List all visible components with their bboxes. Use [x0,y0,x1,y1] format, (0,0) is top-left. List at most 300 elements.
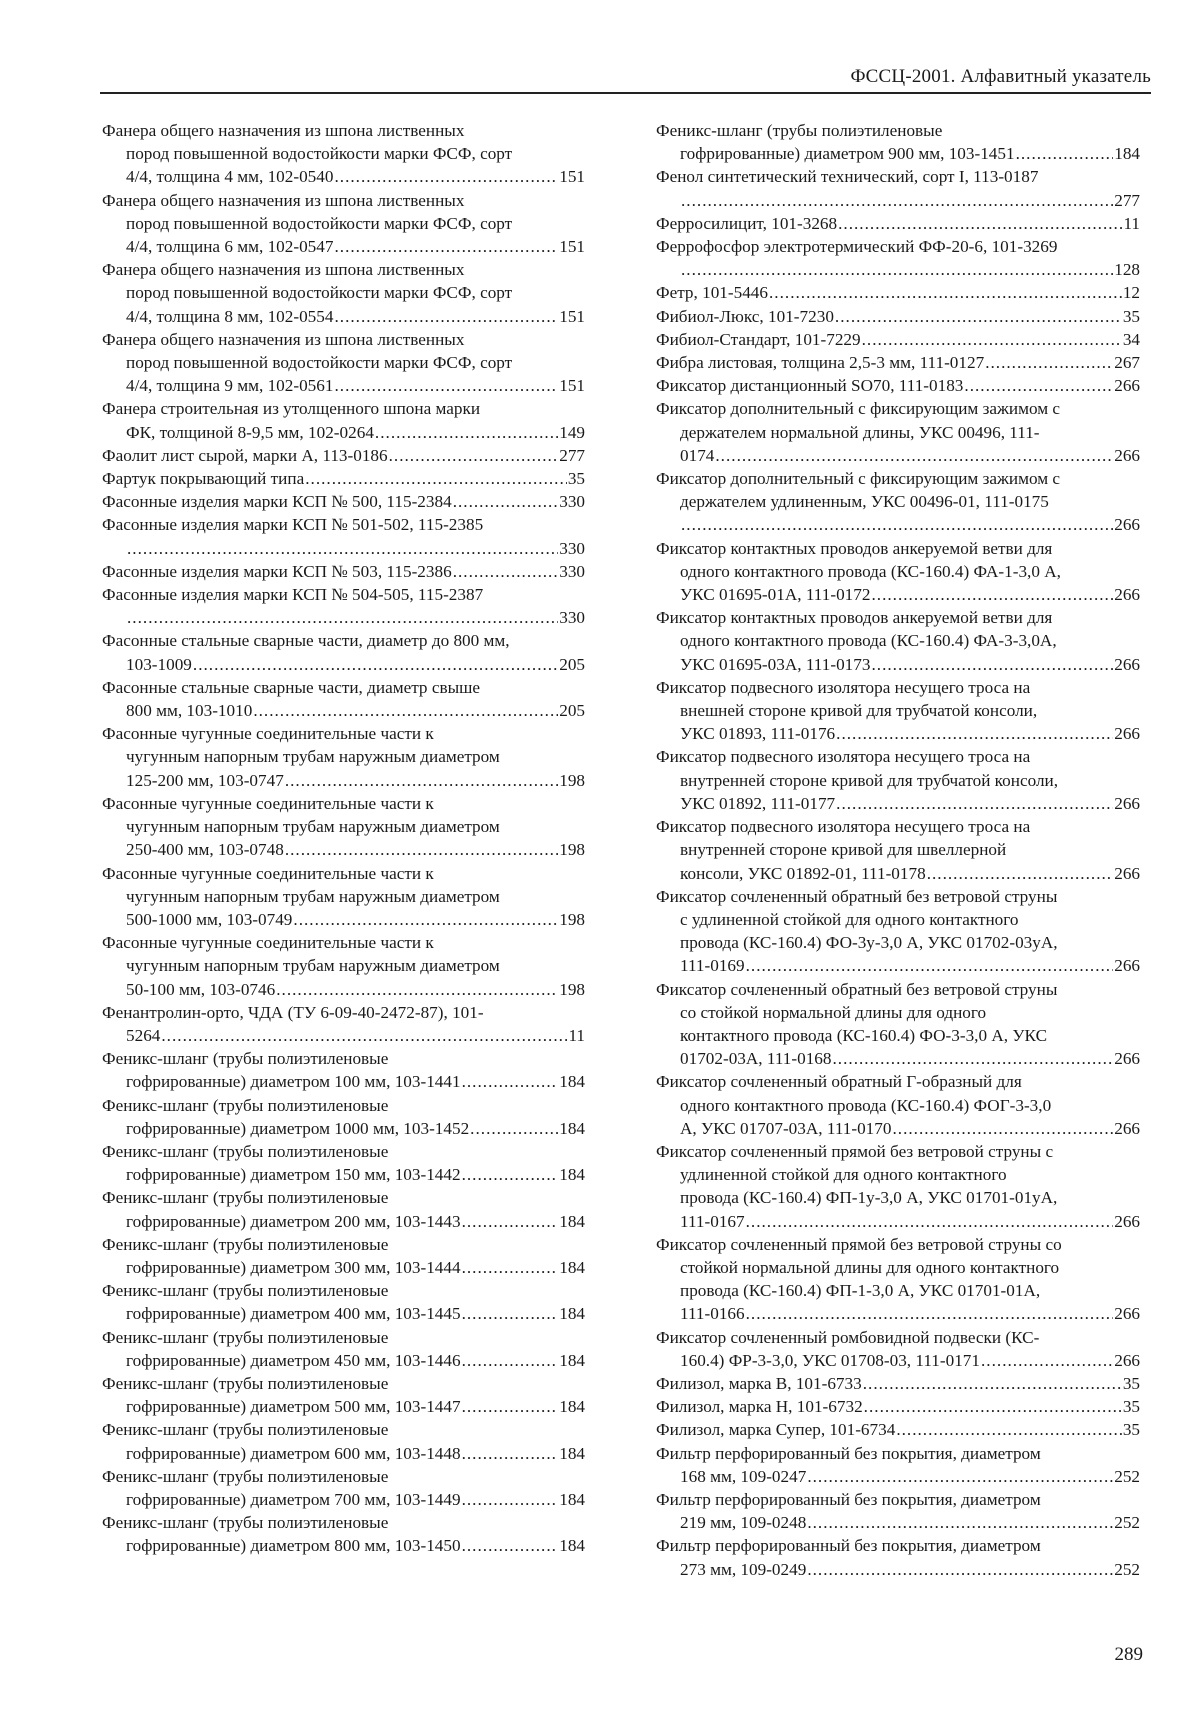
index-entry [656,815,1140,885]
entry-line [656,189,1140,212]
entry-text: Фиксатор дополнительный с фиксирующим зажимом с [656,399,1061,419]
dot-leader [681,513,1113,536]
entry-page-number: 184 [559,1536,585,1556]
entry-page-number: 205 [559,654,585,674]
entry-page-number: 266 [1114,445,1140,465]
entry-text: Феникс-шланг (трубы полиэтиленовые [656,121,943,140]
dot-leader [276,978,558,1001]
entry-line [102,1395,585,1418]
dot-leader [334,374,558,397]
entry-page-number: 35 [1122,306,1140,326]
entry-line [102,1302,585,1325]
dot-leader [746,1302,1114,1325]
entry-line [656,328,1140,351]
entry-page-number: 151 [559,237,585,257]
dot-leader [470,1117,558,1140]
entry-text: гофрированные) диаметром 100 мм, 103-1441 [126,1072,461,1092]
entry-line [656,954,1140,977]
dot-leader [285,769,558,792]
entry-text: Фасонные чугунные соединительные части к [102,793,434,813]
entry-page-number: 266 [1114,1350,1140,1370]
index-entry [656,119,1140,165]
entry-text: пород повышенной водостойкости марки ФСФ, сорт [126,213,513,233]
entry-text: 50-100 мм, 103-0746 [126,979,276,999]
dot-leader [462,1442,559,1465]
entry-page-number: 184 [559,1072,585,1092]
entry-text: Фанера общего назначения из шпона лиственных [102,260,465,280]
entry-line [102,1117,585,1140]
entry-page-number: 266 [1114,654,1140,674]
entry-line [656,1372,1140,1395]
entry-page-number: 330 [559,538,585,558]
index-entry [656,305,1140,328]
entry-line [656,653,1140,676]
entry-text: Фиксатор сочлененный обратный Г-образный для [656,1072,1022,1092]
dot-leader [1016,142,1114,165]
entry-text: гофрированные) диаметром 600 мм, 103-1448 [126,1443,461,1463]
dot-leader [871,583,1113,606]
entry-text: Феррофосфор электротермический ФФ-20-6, 101-3269 [656,237,1058,257]
entry-page-number: 266 [1114,1304,1140,1324]
entry-text: контактного провода (КС-160.4) ФО-3-3,0 А, УКС [680,1025,1048,1045]
entry-text: стойкой нормальной длины для одного контактного [680,1257,1060,1277]
entry-text: Фиксатор сочлененный обратный без ветровой струны [656,886,1058,906]
dot-leader [746,1210,1114,1233]
entry-line [102,305,585,328]
entry-text: 0174 [680,445,715,465]
entry-line [656,862,1140,885]
entry-page-number: 266 [1114,863,1140,883]
entry-page-number: 184 [559,1257,585,1277]
entry-text: УКС 01893, 111-0176 [680,724,836,744]
entry-line [656,1395,1140,1418]
entry-text: 4/4, толщина 6 мм, 102-0547 [126,237,334,257]
dot-leader [375,421,558,444]
entry-text: одного контактного провода (КС-160.4) ФА-3-3,0А, [680,631,1057,651]
dot-leader [807,1558,1113,1581]
entry-text: Ферросилицит, 101-3268 [656,213,838,233]
dot-leader [836,722,1113,745]
entry-text: Феникс-шланг (трубы полиэтиленовые [102,1373,389,1393]
entry-line [656,1047,1140,1070]
entry-page-number: 151 [559,376,585,396]
index-entry [656,212,1140,235]
dot-leader [769,281,1122,304]
entry-text: 800 мм, 103-1010 [126,701,253,721]
entry-line [656,1302,1140,1325]
entry-text: 111-0167 [680,1211,745,1231]
entry-text: Фиксатор сочлененный ромбовидной подвески (КС- [656,1327,1040,1347]
entry-text: Фетр, 101-5446 [656,283,768,303]
index-entry [656,606,1140,676]
entry-text: консоли, УКС 01892-01, 111-0178 [680,863,926,883]
index-entry [102,1465,585,1511]
entry-page-number: 184 [559,1118,585,1138]
entry-page-number: 198 [559,979,585,999]
entry-page-number: 330 [559,561,585,581]
entry-text: 103-1009 [126,654,192,674]
entry-text: провода (КС-160.4) ФО-3у-3,0 А, УКС 01702-03уА, [680,933,1058,953]
entry-text: удлиненной стойкой для одного контактного [680,1165,1007,1185]
index-entry [102,1326,585,1372]
index-entry [102,1511,585,1557]
index-entry [102,1418,585,1464]
entry-page-number: 11 [1123,213,1140,233]
index-entry [102,583,585,629]
index-entry [102,467,585,490]
entry-line [656,142,1140,165]
entry-text: провода (КС-160.4) ФП-1-3,0 А, УКС 01701-01А, [680,1281,1041,1301]
index-entry [656,165,1140,211]
entry-line [102,908,585,931]
entry-text: чугунным напорным трубам наружным диаметром [126,817,500,837]
dot-leader [807,1465,1113,1488]
entry-page-number: 266 [1114,1049,1140,1069]
entry-page-number: 11 [568,1025,585,1045]
entry-line [102,1024,585,1047]
index-entry [656,328,1140,351]
entry-text: Фибиол-Стандарт, 101-7229 [656,329,861,349]
dot-leader [462,1163,559,1186]
entry-text: Фиксатор подвесного изолятора несущего троса на [656,677,1031,697]
entry-text: гофрированные) диаметром 200 мм, 103-1443 [126,1211,461,1231]
entry-line [656,792,1140,815]
entry-page-number: 151 [559,306,585,326]
dot-leader [285,838,558,861]
dot-leader [863,1372,1122,1395]
entry-page-number: 184 [559,1489,585,1509]
entry-text: одного контактного провода (КС-160.4) ФА-1-3,0 А, [680,561,1061,581]
dot-leader [836,792,1113,815]
entry-page-number: 12 [1122,283,1140,303]
index-entry [102,1094,585,1140]
entry-line [102,978,585,1001]
entry-page-number: 277 [1114,190,1140,210]
dot-leader [462,1070,559,1093]
dot-leader [985,351,1113,374]
entry-page-number: 252 [1114,1559,1140,1579]
entry-text: Феникс-шланг (трубы полиэтиленовые [102,1327,389,1347]
entry-text: Филизол, марка Супер, 101-6734 [656,1420,896,1440]
entry-text: Фиксатор подвесного изолятора несущего троса на [656,747,1031,767]
dot-leader [389,444,559,467]
entry-text: 273 мм, 109-0249 [680,1559,807,1579]
index-entry [656,1534,1140,1580]
index-entry [656,1326,1140,1372]
entry-text: гофрированные) диаметром 400 мм, 103-1445 [126,1304,461,1324]
dot-leader [334,165,558,188]
entry-text: 500-1000 мм, 103-0749 [126,909,293,929]
entry-text: 219 мм, 109-0248 [680,1513,807,1533]
index-entry [102,676,585,722]
index-entry [102,1279,585,1325]
entry-line [656,212,1140,235]
dot-leader [334,305,558,328]
dot-leader [462,1534,559,1557]
entry-line [102,374,585,397]
index-entry [102,397,585,443]
entry-text: Феникс-шланг (трубы полиэтиленовые [102,1141,389,1161]
entry-text: гофрированные) диаметром 450 мм, 103-1446 [126,1350,461,1370]
entry-page-number: 198 [559,770,585,790]
entry-text: чугунным напорным трубам наружным диаметром [126,747,500,767]
entry-text: А, УКС 01707-03А, 111-0170 [680,1118,892,1138]
entry-text: Феникс-шланг (трубы полиэтиленовые [102,1234,389,1254]
running-header-title: ФССЦ-2001. Алфавитный указатель [850,66,1151,87]
entry-text: УКС 01695-01А, 111-0172 [680,585,871,605]
entry-text: Фанера общего назначения из шпона лиственных [102,329,465,349]
entry-page-number: 184 [1114,144,1140,164]
entry-line [656,513,1140,536]
entry-text: Фиксатор контактных проводов анкеруемой ветви для [656,608,1053,628]
entry-text: чугунным напорным трубам наружным диаметром [126,886,500,906]
index-column-left [102,119,585,1558]
entry-text: 4/4, толщина 9 мм, 102-0561 [126,376,334,396]
entry-text: Фасонные чугунные соединительные части к [102,863,434,883]
entry-text: гофрированные) диаметром 700 мм, 103-1449 [126,1489,461,1509]
page-header [100,66,1151,94]
entry-text: с удлиненной стойкой для одного контактного [680,909,1019,929]
entry-page-number: 35 [1122,1397,1140,1417]
dot-leader [871,653,1113,676]
dot-leader [838,212,1122,235]
index-entry [656,745,1140,815]
entry-line [102,537,585,560]
entry-text: 250-400 мм, 103-0748 [126,840,284,860]
entry-text: пород повышенной водостойкости марки ФСФ, сорт [126,353,513,373]
entry-text: Фасонные изделия марки КСП № 503, 115-2386 [102,561,452,581]
entry-text: 4/4, толщина 4 мм, 102-0540 [126,167,334,187]
dot-leader [715,444,1113,467]
index-entry [656,1418,1140,1441]
dot-leader [896,1418,1122,1441]
entry-page-number: 184 [559,1443,585,1463]
entry-line [656,1210,1140,1233]
dot-leader [864,1395,1122,1418]
entry-line [102,606,585,629]
entry-text: 125-200 мм, 103-0747 [126,770,284,790]
entry-line [102,467,585,490]
entry-page-number: 35 [1122,1373,1140,1393]
entry-page-number: 266 [1114,585,1140,605]
entry-text: Фенантролин-орто, ЧДА (ТУ 6-09-40-2472-87), 101- [102,1002,484,1022]
entry-text: чугунным напорным трубам наружным диаметром [126,956,500,976]
dot-leader [161,1024,567,1047]
entry-text: Фанера строительная из утолщенного шпона марки [102,399,481,419]
entry-text: Феникс-шланг (трубы полиэтиленовые [102,1420,389,1440]
entry-line [656,374,1140,397]
entry-text: Феникс-шланг (трубы полиэтиленовые [102,1513,389,1533]
entry-text: Фанера общего назначения из шпона лиственных [102,121,465,140]
entry-text: Фильтр перфорированный без покрытия, диаметром [656,1536,1041,1556]
entry-line [656,444,1140,467]
entry-line [102,165,585,188]
entry-line [656,583,1140,606]
entry-text: одного контактного провода (КС-160.4) ФОГ-3-3,0 [680,1095,1052,1115]
index-entry [656,1488,1140,1534]
entry-text: Феникс-шланг (трубы полиэтиленовые [102,1095,389,1115]
dot-leader [681,189,1113,212]
entry-page-number: 266 [1114,515,1140,535]
entry-page-number: 128 [1114,260,1140,280]
entry-text: Фаолит лист сырой, марки А, 113-0186 [102,445,388,465]
entry-line [656,305,1140,328]
index-entry [102,1233,585,1279]
entry-text: Фартук покрывающий типа [102,469,305,489]
entry-text: гофрированные) диаметром 300 мм, 103-1444 [126,1257,461,1277]
entry-page-number: 267 [1114,353,1140,373]
entry-line [656,722,1140,745]
entry-text: Фильтр перфорированный без покрытия, диаметром [656,1489,1041,1509]
entry-page-number: 184 [559,1397,585,1417]
entry-text: держателем удлиненным, УКС 00496-01, 111-0175 [680,492,1049,512]
index-entry [656,374,1140,397]
entry-line [656,1418,1140,1441]
entry-line [102,235,585,258]
entry-text: гофрированные) диаметром 150 мм, 103-1442 [126,1165,461,1185]
entry-text: Фасонные изделия марки КСП № 504-505, 115-2387 [102,585,484,605]
entry-page-number: 277 [559,445,585,465]
dot-leader [462,1349,559,1372]
dot-leader [927,862,1114,885]
entry-page-number: 35 [1122,1420,1140,1440]
entry-line [102,838,585,861]
entry-page-number: 149 [559,422,585,442]
index-entry [656,1442,1140,1488]
entry-line [102,1070,585,1093]
entry-page-number: 266 [1114,1118,1140,1138]
index-entry [656,467,1140,537]
entry-line [656,1117,1140,1140]
entry-text: гофрированные) диаметром 900 мм, 103-1451 [680,144,1015,164]
entry-text: Фасонные чугунные соединительные части к [102,724,434,744]
index-entry [656,281,1140,304]
entry-page-number: 266 [1114,724,1140,744]
entry-line [656,1465,1140,1488]
dot-leader [862,328,1122,351]
index-entry [102,722,585,792]
entry-text: 5264 [126,1025,161,1045]
entry-line [102,444,585,467]
entry-text: 168 мм, 109-0247 [680,1466,807,1486]
entry-line [656,1558,1140,1581]
entry-text: Филизол, марка В, 101-6733 [656,1373,862,1393]
entry-text: Фасонные стальные сварные части, диаметр до 800 мм, [102,631,510,651]
entry-text: Фибра листовая, толщина 2,5-3 мм, 111-0127 [656,353,985,373]
entry-line [102,421,585,444]
entry-page-number: 151 [559,167,585,187]
entry-page-number: 198 [559,909,585,929]
entry-text: внутренней стороне кривой для швеллерной [680,840,1007,860]
page-number: 289 [1114,1644,1143,1665]
entry-text: Феникс-шланг (трубы полиэтиленовые [102,1466,389,1486]
entry-line [102,1534,585,1557]
dot-leader [334,235,558,258]
entry-text: 01702-03А, 111-0168 [680,1049,832,1069]
index-entry [102,1372,585,1418]
entry-text: Фиксатор сочлененный прямой без ветровой струны с [656,1141,1054,1161]
entry-line [656,281,1140,304]
dot-leader [253,699,558,722]
entry-page-number: 330 [559,608,585,628]
entry-text: пород повышенной водостойкости марки ФСФ, сорт [126,283,513,303]
entry-text: пород повышенной водостойкости марки ФСФ, сорт [126,144,513,164]
index-entry [656,351,1140,374]
entry-page-number: 198 [559,840,585,860]
entry-text: со стойкой нормальной длины для одного [680,1002,987,1022]
index-entry [102,1140,585,1186]
header-rule [100,92,1151,94]
entry-text: внешней стороне кривой для трубчатой консоли, [680,701,1038,721]
dot-leader [462,1488,559,1511]
dot-leader [453,560,559,583]
entry-line [656,1349,1140,1372]
entry-text: внутренней стороне кривой для трубчатой консоли, [680,770,1059,790]
index-entry [102,792,585,862]
entry-text: Феникс-шланг (трубы полиэтиленовые [102,1281,389,1301]
dot-leader [835,305,1122,328]
entry-text: Фиксатор контактных проводов анкеруемой ветви для [656,538,1053,558]
entry-page-number: 34 [1122,329,1140,349]
index-entry [102,189,585,259]
dot-leader [453,490,559,513]
entry-text: Фиксатор подвесного изолятора несущего троса на [656,817,1031,837]
index-entry [102,629,585,675]
dot-leader [746,954,1114,977]
index-entry [656,1140,1140,1233]
entry-page-number: 330 [559,492,585,512]
dot-leader [462,1210,559,1233]
entry-text: Фанера общего назначения из шпона лиственных [102,190,465,210]
entry-text: Фибиол-Люкс, 101-7230 [656,306,834,326]
entry-text: УКС 01892, 111-0177 [680,793,836,813]
entry-text: 4/4, толщина 8 мм, 102-0554 [126,306,334,326]
entry-line [102,1488,585,1511]
entry-text: 160.4) ФР-3-3,0, УКС 01708-03, 111-0171 [680,1350,980,1370]
entry-text: гофрированные) диаметром 1000 мм, 103-1452 [126,1118,470,1138]
entry-text: Феникс-шланг (трубы полиэтиленовые [102,1049,389,1069]
index-column-right [656,119,1140,1581]
entry-line [102,1163,585,1186]
index-entry [102,560,585,583]
index-entry [656,537,1140,607]
entry-page-number: 266 [1114,793,1140,813]
entry-page-number: 266 [1114,1211,1140,1231]
entry-text: УКС 01695-03А, 111-0173 [680,654,871,674]
entry-line [656,1511,1140,1534]
dot-leader [127,606,558,629]
entry-line [102,769,585,792]
entry-page-number: 205 [559,701,585,721]
index-entry [102,931,585,1001]
entry-text: Фасонные изделия марки КСП № 500, 115-2384 [102,492,452,512]
index-entry [102,1047,585,1093]
index-entry [656,1070,1140,1140]
index-entry [656,235,1140,281]
entry-line [102,653,585,676]
index-entry [656,885,1140,978]
entry-page-number: 252 [1114,1513,1140,1533]
entry-page-number: 184 [559,1304,585,1324]
entry-text: Филизол, марка Н, 101-6732 [656,1397,863,1417]
dot-leader [892,1117,1113,1140]
entry-line [102,699,585,722]
index-entry [102,513,585,559]
index-entry [102,1001,585,1047]
index-entry [102,328,585,398]
dot-leader [833,1047,1114,1070]
entry-page-number: 35 [567,469,585,489]
